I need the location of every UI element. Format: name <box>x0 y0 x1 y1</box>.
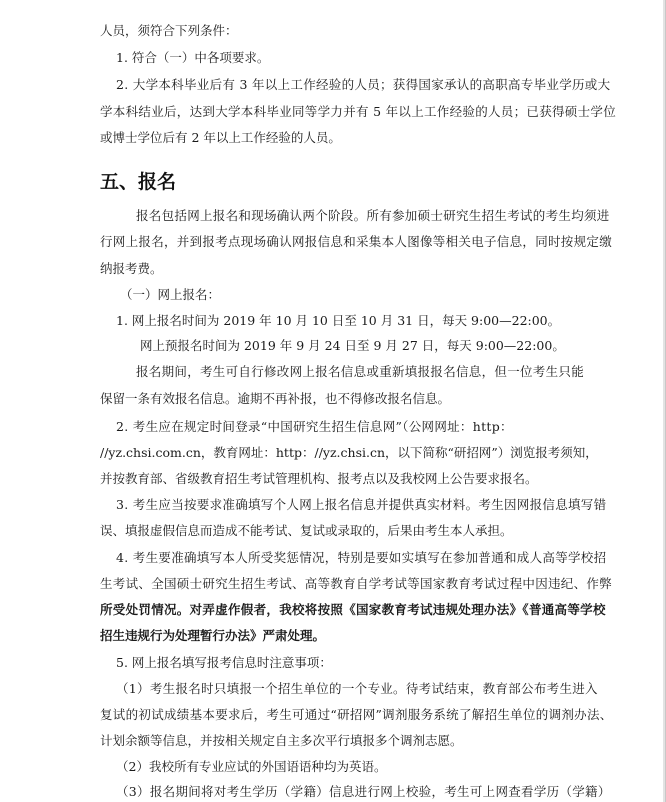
text-line: 纳报考费。 <box>100 261 163 276</box>
text-line: 5. 网上报名填写报考信息时注意事项： <box>116 655 332 670</box>
text-line: （一）网上报名： <box>120 287 221 302</box>
text-line: （3）报名期间将对考生学历（学籍）信息进行网上校验，考生可上网查看学历（学籍） <box>116 784 611 799</box>
text-line: 4. 考生要准确填写本人所受奖惩情况，特别是要如实填写在参加普通和成人高等学校招 <box>116 550 607 565</box>
text-line: 招生违规行为处理暂行办法》严肃处理。 <box>100 628 326 643</box>
text-line: 学本科结业后，达到大学本科毕业同等学力并有 5 年以上工作经验的人员；已获得硕士学位 <box>100 104 617 119</box>
text-line: 报名包括网上报名和现场确认两个阶段。所有参加硕士研究生招生考试的考生均须进 <box>136 208 610 223</box>
text-line: 2. 大学本科毕业后有 3 年以上工作经验的人员；获得国家承认的高职高专毕业学历或大 <box>116 77 611 92</box>
text-line: 2. 考生应在规定时间登录“中国研究生招生信息网”（公网网址：http： <box>116 419 513 434</box>
text-line: （1）考生报名时只填报一个招生单位的一个专业。待考试结束，教育部公布考生进入 <box>116 681 598 696</box>
text-line: 1. 符合（一）中各项要求。 <box>116 50 270 65</box>
text-line: 所受处罚情况。对弄虚作假者，我校将按照《国家教育考试违规处理办法》《普通高等学校 <box>100 602 606 617</box>
text-line: 并按教育部、省级教育招生考试管理机构、报考点以及我校网上公告要求报名。 <box>100 471 538 486</box>
text-line: 报名期间，考生可自行修改网上报名信息或重新填报报名信息，但一位考生只能 <box>136 364 585 379</box>
text-line: 或博士学位后有 2 年以上工作经验的人员。 <box>100 130 341 145</box>
text-line: 行网上报名，并到报考点现场确认网报信息和采集本人图像等相关电子信息，同时按规定缴 <box>100 234 613 249</box>
text-line: 1. 网上报名时间为 2019 年 10 月 10 日至 10 月 31 日，每天 9:00—22:00。 <box>116 313 561 328</box>
text-line: 人员，须符合下列条件： <box>100 23 238 38</box>
text-line: 误、填报虚假信息而造成不能考试、复试或录取的，后果由考生本人承担。 <box>100 523 513 538</box>
text-line: 复试的初试成绩基本要求后，考生可通过“研招网”调剂服务系统了解招生单位的调剂办法、 <box>100 707 613 722</box>
text-line: 生考试、全国硕士研究生招生考试、高等教育自学考试等国家教育考试过程中因违纪、作弊 <box>100 576 613 591</box>
text-line: 保留一条有效报名信息。逾期不再补报，也不得修改报名信息。 <box>100 391 451 406</box>
text-line: 3. 考生应当按要求准确填写个人网上报名信息并提供真实材料。考生因网报信息填写错 <box>116 497 607 512</box>
text-line: //yz.chsi.com.cn，教育网址：http：//yz.chsi.cn，以下简称“研招网”）浏览报考须知， <box>100 445 598 460</box>
text-line: 计划余额等信息，并按相关规定自主多次平行填报多个调剂志愿。 <box>100 733 463 748</box>
page-edge <box>663 0 665 802</box>
text-line: （2）我校所有专业应试的外国语语种均为英语。 <box>116 759 387 774</box>
section-heading: 五、报名 <box>100 171 177 193</box>
text-line: 网上预报名时间为 2019 年 9 月 24 日至 9 月 27 日，每天 9:00—22:00。 <box>140 338 565 353</box>
